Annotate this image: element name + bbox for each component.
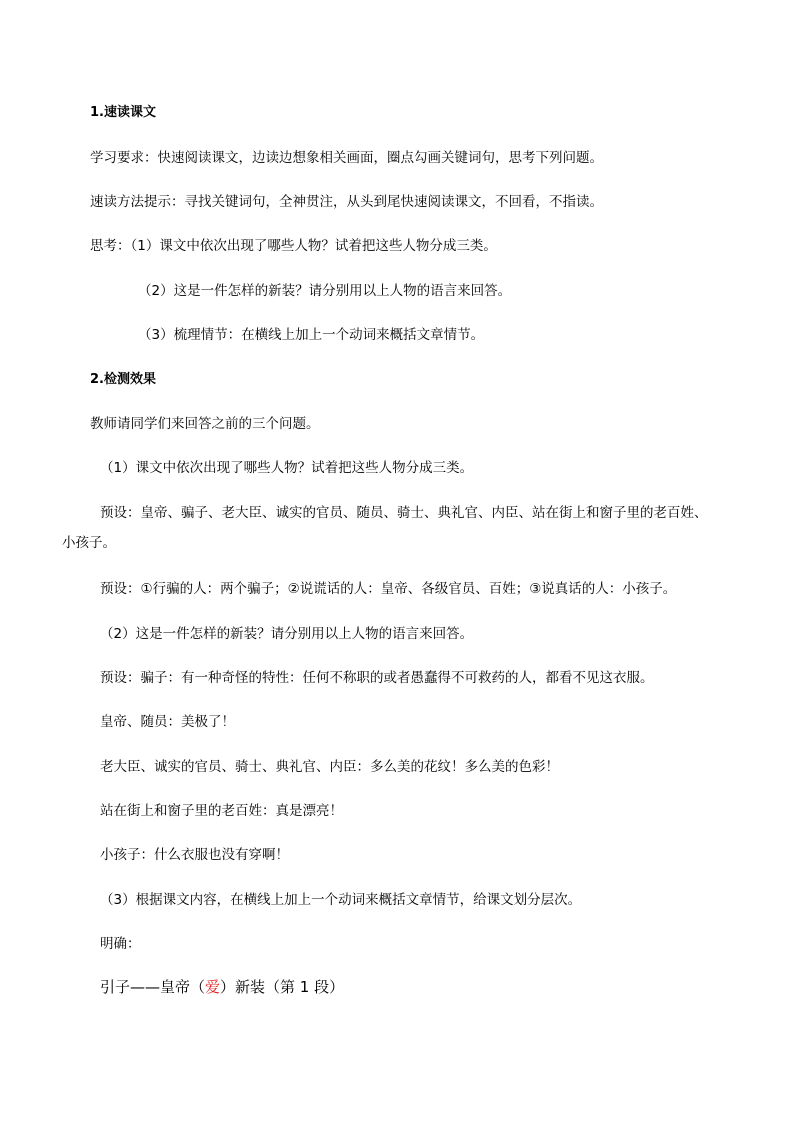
think-question-3: （3）梳理情节：在横线上加上一个动词来概括文章情节。 (138, 327, 485, 343)
child-quote: 小孩子：什么衣服也没有穿啊！ (100, 847, 289, 863)
ministers-quote: 老大臣、诚实的官员、骑士、典礼官、内臣：多么美的花纹！多么美的色彩！ (100, 759, 559, 775)
section1-title: 1.速读课文 (90, 105, 156, 120)
plot-prefix: 引子——皇帝（ (100, 978, 206, 996)
section2-title: 2.检测效果 (90, 372, 156, 387)
plot-intro-line (100, 978, 344, 996)
check-question-3: （3）根据课文内容，在横线上加上一个动词来概括文章情节，给课文划分层次。 (100, 892, 582, 908)
teacher-intro: 教师请同学们来回答之前的三个问题。 (90, 416, 320, 432)
emperor-quote: 皇帝、随员：美极了！ (100, 714, 235, 730)
think-question-1: 思考：（1）课文中依次出现了哪些人物？试着把这些人物分成三类。 (90, 238, 497, 254)
preset-characters-line1: 预设：皇帝、骗子、老大臣、诚实的官员、随员、骑士、典礼官、内臣、站在街上和窗子里的老百姓、 (100, 505, 708, 521)
check-question-1: （1）课文中依次出现了哪些人物？试着把这些人物分成三类。 (100, 460, 474, 476)
clarify-label: 明确： (100, 936, 141, 952)
people-quote: 站在街上和窗子里的老百姓：真是漂亮！ (100, 803, 343, 819)
preset-characters-line2: 小孩子。 (62, 535, 116, 551)
learning-requirement: 学习要求：快速阅读课文，边读边想象相关画面，圈点勾画关键词句，思考下列问题。 (90, 150, 603, 166)
plot-suffix: ）新装（第 1 段） (220, 978, 345, 996)
preset-character-groups: 预设：①行骗的人：两个骗子；②说谎话的人：皇帝、各级官员、百姓；③说真话的人：小孩子。 (100, 581, 677, 597)
reading-method-tip: 速读方法提示：寻找关键词句，全神贯注，从头到尾快速阅读课文，不回看，不指读。 (90, 194, 603, 210)
check-question-2: （2）这是一件怎样的新装？请分别用以上人物的语言来回答。 (100, 626, 474, 642)
preset-swindler-quote: 预设：骗子：有一种奇怪的特性：任何不称职的或者愚蠢得不可救药的人，都看不见这衣服。 (100, 670, 654, 686)
think-question-2: （2）这是一件怎样的新装？请分别用以上人物的语言来回答。 (138, 283, 512, 299)
plot-verb: 爱 (205, 978, 221, 996)
